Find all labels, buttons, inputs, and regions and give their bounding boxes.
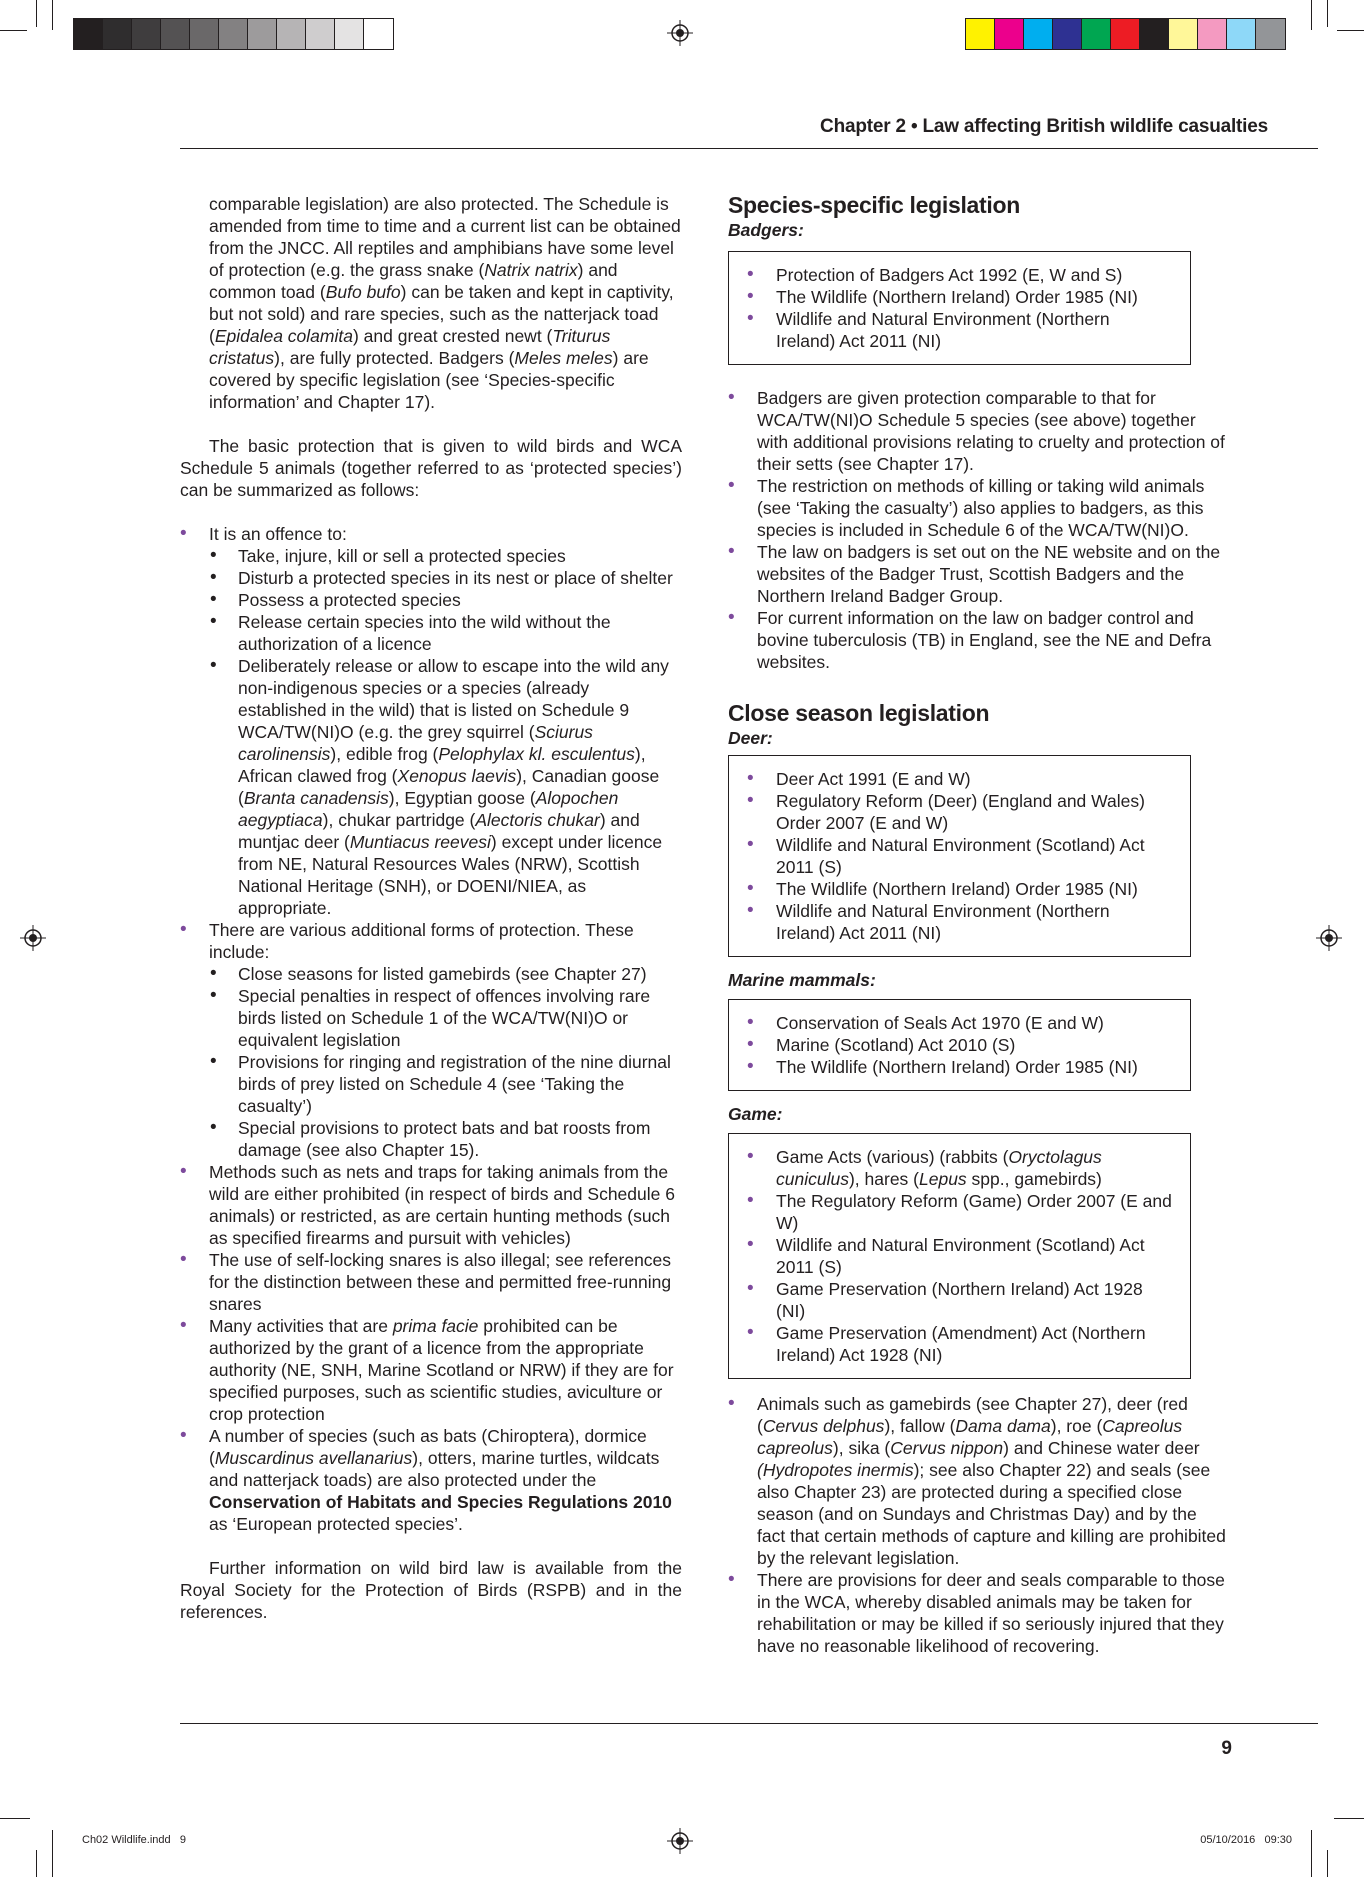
registration-mark-right [1316, 925, 1342, 951]
slug-date: 05/10/2016 09:30 [1200, 1834, 1292, 1846]
list-item [747, 1056, 1172, 1078]
list-item [209, 655, 682, 919]
text-run: Provisions for ringing and registration of the nine diurnal birds of prey listed on Schedule 4 (see ‘Taking the casualty’) [238, 1052, 671, 1116]
color-swatch [1140, 19, 1169, 49]
heading-species-specific: Species-specific legislation [728, 192, 1020, 218]
game-acts-list [747, 1146, 1172, 1366]
text-run: comparable legislation) are also protected. The Schedule is amended from time to time and a current list can be obtained from the JNCC. All reptiles and amphibians have some level of protection (e.g. the grass snake ( [209, 194, 681, 280]
list-item [747, 264, 1172, 286]
running-head: Chapter 2 • Law affecting British wildlife casualties [820, 116, 1268, 137]
text-run: Deliberately release or allow to escape into the wild any non-indigenous species or a species (already established in the wild) that is listed on Schedule 9 WCA/TW(NI)O (e.g. the grey squirrel ( [238, 656, 669, 742]
text-run: A number of species (such as bats (Chiroptera), dormice ( [209, 1426, 647, 1468]
color-swatch [161, 19, 190, 49]
text-run: ), sika ( [832, 1438, 891, 1458]
registration-mark-left [20, 925, 46, 951]
list-item [209, 567, 682, 589]
list-item [180, 1161, 682, 1249]
list-item [747, 1234, 1172, 1278]
color-swatch [1082, 19, 1111, 49]
color-swatch [1227, 19, 1256, 49]
list-item [180, 1249, 682, 1315]
color-swatch [966, 19, 995, 49]
italic-text: Bufo bufo [325, 282, 401, 302]
list-item [728, 1393, 1228, 1569]
more-protection-list [180, 1161, 682, 1535]
registration-mark-bottom [667, 1828, 693, 1854]
italic-text: Xenopus laevis [397, 766, 517, 786]
deer-acts-list [747, 768, 1172, 944]
list-item [728, 1569, 1228, 1657]
italic-text: Lepus [919, 1169, 967, 1189]
color-swatch [277, 19, 306, 49]
text-run: ), fallow ( [884, 1416, 956, 1436]
color-swatch [190, 19, 219, 49]
list-item [209, 1117, 682, 1161]
text-run: Further information on wild bird law is available from the Royal Society for the Protection of Birds (RSPB) and in the references. [180, 1558, 682, 1622]
text-run: Marine (Scotland) Act 2010 (S) [776, 1035, 1016, 1055]
list-item [747, 790, 1172, 834]
italic-text: Triturus cristatus [209, 326, 611, 368]
list-item [747, 286, 1172, 308]
color-swatch [1111, 19, 1140, 49]
color-swatch [219, 19, 248, 49]
text-run: The Wildlife (Northern Ireland) Order 1985 (NI) [776, 287, 1138, 307]
text-run: ), chukar partridge ( [322, 810, 476, 830]
italic-text: Muscardinus avellanarius [214, 1448, 413, 1468]
italic-text: Oryctolagus cuniculus [776, 1147, 1102, 1189]
text-run: Game Acts (various) (rabbits ( [776, 1147, 1009, 1167]
registration-mark-top [667, 20, 693, 46]
list-item [747, 834, 1172, 878]
text-run: Animals such as gamebirds (see Chapter 27), deer (red ( [757, 1394, 1188, 1436]
italic-text: Branta canadensis [243, 788, 389, 808]
offences-intro: It is an offence to: [209, 524, 347, 544]
text-run: Game Preservation (Amendment) Act (Northern Ireland) Act 1928 (NI) [776, 1323, 1146, 1365]
text-run: Wildlife and Natural Environment (Northern Ireland) Act 2011 (NI) [776, 901, 1110, 943]
cmyk-color-bar [965, 18, 1286, 50]
text-run: ), Egyptian goose ( [388, 788, 536, 808]
text-run: The Wildlife (Northern Ireland) Order 1985 (NI) [776, 1057, 1138, 1077]
list-item [747, 900, 1172, 944]
text-run: The basic protection that is given to wild birds and WCA Schedule 5 animals (together referred to as ‘protected species’) can be summarized as follows: [180, 436, 682, 500]
text-run: ), edible frog ( [330, 744, 439, 764]
close-season-notes-list [728, 1393, 1228, 1657]
text-run: as ‘European protected species’. [209, 1514, 463, 1534]
italic-text: Natrix natrix [484, 260, 578, 280]
text-run: Release certain species into the wild without the authorization of a licence [238, 612, 611, 654]
text-run: Protection of Badgers Act 1992 (E, W and S) [776, 265, 1123, 285]
text-run: ); see also Chapter 22) and seals (see also Chapter 23) are protected during a specified close season (and on Sundays and Christmas Day) and by the fact that certain methods of capture and killing are prohibited by the relevant legislation. [757, 1460, 1226, 1568]
list-item [747, 878, 1172, 900]
text-run: Methods such as nets and traps for taking animals from the wild are either prohibited (in respect of birds and Schedule 6 animals) or restricted, as are certain hunting methods (such as specified firearms and pursuit with vehicles) [209, 1162, 675, 1248]
subheading-badgers: Badgers: [728, 220, 804, 240]
color-swatch [1256, 19, 1285, 49]
text-run: Wildlife and Natural Environment (Scotland) Act 2011 (S) [776, 1235, 1145, 1277]
text-run: ), African clawed frog ( [238, 744, 646, 786]
marine-legislation-box [728, 999, 1191, 1091]
list-item [747, 308, 1172, 352]
text-run: ) and common toad ( [209, 260, 618, 302]
list-item [747, 1322, 1172, 1366]
list-item [747, 1190, 1172, 1234]
color-swatch [248, 19, 277, 49]
text-run: Conservation of Seals Act 1970 (E and W) [776, 1013, 1104, 1033]
color-swatch [306, 19, 335, 49]
badger-acts-list [747, 264, 1172, 352]
italic-text: Cervus delphus [762, 1416, 885, 1436]
greyscale-color-bar [73, 18, 394, 50]
text-run: The restriction on methods of killing or taking wild animals (see ‘Taking the casualty’) also applies to badgers, as this species is included in Schedule 6 of the WCA/TW(NI)O. [757, 476, 1205, 540]
text-run: Disturb a protected species in its nest or place of shelter [238, 568, 673, 588]
slug-filename: Ch02 Wildlife.indd 9 [82, 1834, 186, 1846]
list-item [728, 541, 1228, 607]
list-item [747, 768, 1172, 790]
color-swatch [335, 19, 364, 49]
left-column [180, 193, 682, 1623]
list-item [209, 611, 682, 655]
list-item [728, 607, 1228, 673]
color-swatch [74, 19, 103, 49]
text-run: Close seasons for listed gamebirds (see Chapter 27) [238, 964, 647, 984]
list-item [209, 1051, 682, 1117]
text-run: ), hares ( [848, 1169, 919, 1189]
text-run: Deer Act 1991 (E and W) [776, 769, 971, 789]
text-run: ) and great crested newt ( [352, 326, 553, 346]
badger-legislation-box [728, 251, 1191, 365]
color-swatch [995, 19, 1024, 49]
italic-text: prima facie [392, 1316, 479, 1336]
text-run: The Wildlife (Northern Ireland) Order 1985 (NI) [776, 879, 1138, 899]
color-swatch [364, 19, 393, 49]
italic-text: Dama dama [955, 1416, 1051, 1436]
list-item [180, 523, 682, 919]
list-item [209, 589, 682, 611]
bold-text: Conservation of Habitats and Species Regulations 2010 [209, 1492, 672, 1512]
paragraph-basic-protection [180, 435, 682, 501]
text-run: Special provisions to protect bats and bat roosts from damage (see also Chapter 15). [238, 1118, 651, 1160]
italic-text: Alectoris chukar [475, 810, 600, 830]
text-run: ) and Chinese water deer [1003, 1438, 1200, 1458]
text-run: The Regulatory Reform (Game) Order 2007 (E and W) [776, 1191, 1172, 1233]
text-run: spp., gamebirds) [966, 1169, 1102, 1189]
text-run: ) are covered by specific legislation (see ‘Species-specific information’ and Chapter 17). [209, 348, 649, 412]
list-item [728, 387, 1228, 475]
italic-text: (Hydropotes inermis [757, 1460, 914, 1480]
text-run: ) and muntjac deer ( [238, 810, 640, 852]
list-item [180, 1425, 682, 1535]
footer-rule [180, 1723, 1318, 1724]
text-run: ), Canadian goose ( [238, 766, 660, 808]
italic-text: Pelophylax kl. esculentus [438, 744, 635, 764]
text-run: Regulatory Reform (Deer) (England and Wales) Order 2007 (E and W) [776, 791, 1145, 833]
text-run: Wildlife and Natural Environment (Scotland) Act 2011 (S) [776, 835, 1145, 877]
list-item [209, 985, 682, 1051]
list-item [180, 919, 682, 1161]
page-number: 9 [1221, 1738, 1232, 1759]
text-run: There are provisions for deer and seals comparable to those in the WCA, whereby disabled animals may be taken for rehabilitation or may be killed if so seriously injured that they have no reasonable likelihood of recovering. [757, 1570, 1225, 1656]
italic-text: Alopochen aegyptiaca [238, 788, 619, 830]
italic-text: Cervus nippon [890, 1438, 1004, 1458]
text-run: For current information on the law on badger control and bovine tuberculosis (TB) in England, see the NE and Defra websites. [757, 608, 1212, 672]
text-run: ) except under licence from NE, Natural Resources Wales (NRW), Scottish National Heritage (SNH), or DOENI/NIEA, as appropriate. [238, 832, 663, 918]
italic-text: Meles meles [514, 348, 613, 368]
additional-sublist [209, 963, 682, 1161]
badger-notes-list [728, 387, 1228, 673]
list-item [747, 1146, 1172, 1190]
color-swatch [1053, 19, 1082, 49]
right-column [728, 191, 1228, 1657]
list-item [180, 1315, 682, 1425]
subheading-game: Game: [728, 1104, 783, 1124]
italic-text: Epidalea colamita [214, 326, 353, 346]
color-swatch [103, 19, 132, 49]
color-swatch [1024, 19, 1053, 49]
subheading-deer: Deer: [728, 728, 773, 748]
text-run: Game Preservation (Northern Ireland) Act 1928 (NI) [776, 1279, 1143, 1321]
list-item [747, 1278, 1172, 1322]
italic-text: Sciurus carolinensis [238, 722, 593, 764]
offences-sublist [209, 545, 682, 919]
text-run: ), otters, marine turtles, wildcats and natterjack toads) are also protected under the [209, 1448, 660, 1490]
list-item [728, 475, 1228, 541]
protection-list [180, 523, 682, 1161]
heading-close-season: Close season legislation [728, 700, 990, 726]
header-rule [180, 148, 1318, 149]
list-item [747, 1034, 1172, 1056]
color-swatch [1169, 19, 1198, 49]
additional-intro: There are various additional forms of protection. These include: [209, 920, 634, 962]
text-run: Take, injure, kill or sell a protected species [238, 546, 566, 566]
list-item [209, 545, 682, 567]
list-item [747, 1012, 1172, 1034]
text-run: ) can be taken and kept in captivity, but not sold) and rare species, such as the natterjack toad ( [209, 282, 674, 346]
text-run: Wildlife and Natural Environment (Northern Ireland) Act 2011 (NI) [776, 309, 1110, 351]
deer-legislation-box [728, 755, 1191, 957]
text-run: Badgers are given protection comparable to that for WCA/TW(NI)O Schedule 5 species (see above) together with additional provisions relating to cruelty and protection of their setts (see Chapter 17). [757, 388, 1225, 474]
text-run: ), are fully protected. Badgers ( [274, 348, 515, 368]
text-run: Possess a protected species [238, 590, 461, 610]
text-run: The law on badgers is set out on the NE website and on the websites of the Badger Trust, Scottish Badgers and the Northern Ireland Badger Group. [757, 542, 1221, 606]
paragraph-further-info [180, 1557, 682, 1623]
italic-text: Muntiacus reevesi [349, 832, 491, 852]
text-run: ), roe ( [1050, 1416, 1103, 1436]
text-run: The use of self-locking snares is also illegal; see references for the distinction between these and permitted free-running snares [209, 1250, 672, 1314]
color-swatch [132, 19, 161, 49]
text-run: prohibited can be authorized by the grant of a licence from the appropriate authority (NE, SNH, Marine Scotland or NRW) if they are for specified purposes, such as scientific studies, aviculture or crop protection [209, 1316, 674, 1424]
subheading-marine-mammals: Marine mammals: [728, 970, 876, 990]
color-swatch [1198, 19, 1227, 49]
marine-acts-list [747, 1012, 1172, 1078]
paragraph-continued [180, 193, 682, 413]
text-run: Many activities that are [209, 1316, 393, 1336]
text-run: Special penalties in respect of offences involving rare birds listed on Schedule 1 of the WCA/TW(NI)O or equivalent legislation [238, 986, 651, 1050]
list-item [209, 963, 682, 985]
game-legislation-box [728, 1133, 1191, 1379]
italic-text: Capreolus capreolus [757, 1416, 1183, 1458]
